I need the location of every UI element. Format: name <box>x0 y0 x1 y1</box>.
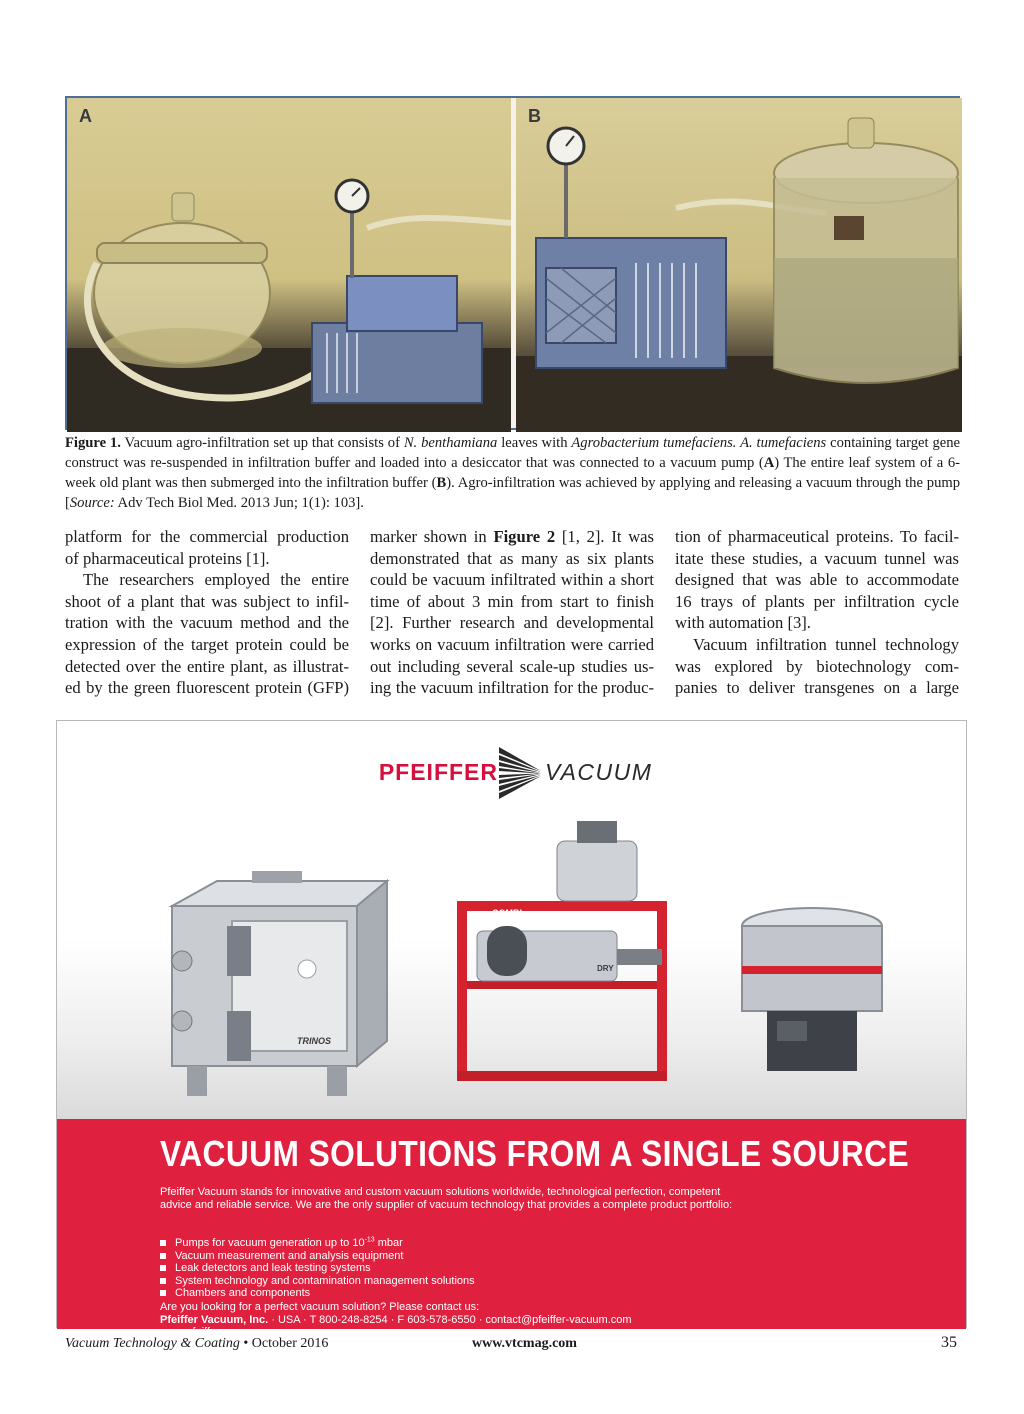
page-number: 35 <box>941 1334 957 1351</box>
body-line: shoot of a plant that was subject to infil- <box>65 591 349 611</box>
turbopump-product <box>742 908 882 1071</box>
ad-intro-line: Pfeiffer Vacuum stands for innovative and custom vacuum solutions worldwide, technological perfection, competent <box>160 1186 721 1198</box>
figure-panel-a <box>67 98 511 428</box>
body-column-1 <box>65 526 349 699</box>
ad-bullet-text: mbar <box>374 1237 403 1249</box>
product-2-label: COMBI <box>492 908 522 918</box>
logo-text-pfeiffer: PFEIFFER <box>378 759 498 785</box>
body-line: 16 trays of plants per infiltration cycle <box>675 591 959 611</box>
body-line: was explored by biotechnology com- <box>675 656 959 676</box>
body-line: detected over the entire plant, as illustrat- <box>65 656 349 676</box>
issue-date: October 2016 <box>251 1336 329 1351</box>
body-line: out including several scale-up studies us- <box>370 656 654 676</box>
body-line: tion of pharmaceutical proteins. To facil- <box>675 527 959 546</box>
ad-contact <box>160 1301 632 1339</box>
ad-product-photo <box>57 721 966 1119</box>
body-line: Vacuum infiltration tunnel technology <box>693 634 959 654</box>
ad-headline: VACUUM SOLUTIONS FROM A SINGLE SOURCE <box>160 1133 910 1174</box>
ad-red-band <box>57 1119 966 1339</box>
body-line: panies to deliver transgenes on a large <box>675 678 959 698</box>
caption-ref-b: B <box>436 475 447 491</box>
figure-2-reference: Figure 2 <box>493 527 556 546</box>
caption-species-2: Agrobacterium tumefaciens. A. tumefaciens <box>571 435 827 451</box>
body-line: time of about 3 min from start to finish <box>370 591 654 611</box>
body-column-2 <box>370 526 654 699</box>
ad-bullet <box>160 1237 475 1250</box>
body-line: designed that was able to accommodate <box>675 570 959 590</box>
caption-ref-a: A <box>763 455 775 471</box>
body-line: of pharmaceutical proteins [1]. <box>65 548 270 568</box>
body-text: [1, 2]. It was <box>555 527 654 546</box>
body-line <box>370 526 654 548</box>
body-text: marker shown in <box>370 527 494 546</box>
ad-intro <box>160 1186 840 1211</box>
ad-bullet: Vacuum measurement and analysis equipment <box>160 1250 475 1263</box>
caption-source-label: Source: <box>69 495 115 511</box>
figure-caption <box>65 433 960 513</box>
body-line: itate these studies, a vacuum tunnel was <box>675 548 959 568</box>
figure-1-image <box>65 96 960 430</box>
ad-bullet: Leak detectors and leak testing systems <box>160 1262 475 1275</box>
ad-contact-details: · USA · T 800-248-8254 · F 603-578-6550 · contact@pfeiffer-vacuum.com <box>268 1313 632 1326</box>
footer-journal <box>65 1336 328 1352</box>
ad-bullet-superscript: -13 <box>364 1236 375 1244</box>
body-line: The researchers employed the entire <box>83 570 349 590</box>
pfeiffer-advertisement <box>56 720 967 1339</box>
ad-contact-company: Pfeiffer Vacuum, Inc. <box>160 1313 269 1326</box>
caption-species-1: N. benthamiana <box>403 435 498 451</box>
footer-website[interactable]: www.vtcmag.com <box>472 1336 577 1351</box>
ad-bullet-text: Pumps for vacuum generation up to 10 <box>175 1237 365 1249</box>
caption-text-3: containing target gene construct was re-suspended in infiltration buffer and loaded into a desiccator that was connected to a vacuum pump ( <box>65 435 961 471</box>
ad-contact-line <box>160 1314 632 1327</box>
body-line: expression of the target protein could be <box>65 634 349 654</box>
vacuum-chamber-product <box>172 871 387 1096</box>
body-line: ed by the green fluorescent protein (GFP) <box>65 678 349 698</box>
ad-contact-question: Are you looking for a perfect vacuum solution? Please contact us: <box>160 1301 480 1313</box>
caption-text-1: Vacuum agro-infiltration set up that consists of <box>120 435 404 451</box>
ad-bullet: Chambers and components <box>160 1287 475 1300</box>
product-1-label: TRINOS <box>297 1036 332 1046</box>
panel-a-label: A <box>79 106 92 126</box>
figure-panel-b <box>516 98 962 428</box>
ad-bullet: System technology and contamination management solutions <box>160 1275 475 1288</box>
product-illustrations <box>57 721 968 1119</box>
caption-text-4: ) The entire leaf system of a 6-week old plant was then submerged into the infiltration buffer ( <box>65 455 960 491</box>
ad-bullet-list <box>160 1237 475 1300</box>
logo-text-vacuum: VACUUM <box>545 759 653 785</box>
body-line: ing the vacuum infiltration for the produc- <box>370 678 654 698</box>
body-line: demonstrated that as many as six plants <box>370 548 654 568</box>
body-column-3 <box>675 526 959 699</box>
journal-name: Vacuum Technology & Coating <box>65 1336 240 1351</box>
body-line: [2]. Further research and developmental <box>370 613 654 633</box>
footer-separator: • <box>239 1336 252 1351</box>
caption-label: Figure 1. <box>65 435 121 451</box>
body-line: platform for the commercial production <box>65 527 349 546</box>
body-line: with automation [3]. <box>675 613 811 633</box>
dry-pump-product <box>457 821 667 1081</box>
vacuum-setup-a-illustration <box>67 98 511 432</box>
body-line: tration with the vacuum method and the <box>65 613 349 633</box>
caption-text-2: leaves with <box>497 435 572 451</box>
body-line: could be vacuum infiltrated within a short <box>370 570 654 590</box>
body-line: works on vacuum infiltration were carried <box>370 634 654 654</box>
product-2-sublabel: DRY <box>597 964 614 973</box>
caption-text-6: Adv Tech Biol Med. 2013 Jun; 1(1): 103]. <box>114 495 364 511</box>
panel-b-label: B <box>528 106 541 126</box>
ad-contact-website[interactable]: www.pfeiffer-vacuum.com <box>160 1326 286 1339</box>
ad-intro-line: advice and reliable service. We are the only supplier of vacuum technology that provides a complete product portfolio: <box>160 1198 733 1211</box>
caption-text-5: ). Agro-infiltration was achieved by applying and releasing a vacuum through the pump [ <box>65 475 961 511</box>
vacuum-setup-b-illustration <box>516 98 962 432</box>
